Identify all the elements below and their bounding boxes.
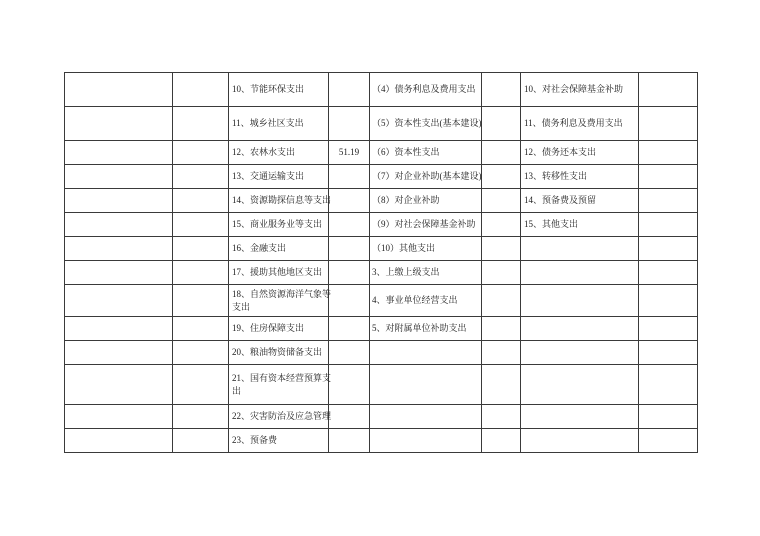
income-amount-cell [173,429,229,453]
gov-economic-item-cell [521,429,639,453]
dept-economic-amount-cell [482,213,521,237]
gov-economic-amount-cell [639,317,698,341]
table-row [65,213,698,237]
function-amount-cell [329,365,370,405]
function-amount-cell [329,189,370,213]
function-amount-cell [329,341,370,365]
income-amount-cell [173,213,229,237]
function-item-cell: 13、交通运输支出 [229,165,329,189]
function-item-cell: 12、农林水支出 [229,141,329,165]
income-item-cell [65,189,173,213]
budget-table [64,72,698,453]
gov-economic-item-cell: 15、其他支出 [521,213,639,237]
function-item-cell: 21、国有资本经营预算支 出 [229,365,329,405]
function-item-cell: 17、援助其他地区支出 [229,261,329,285]
dept-economic-amount-cell [482,237,521,261]
income-item-cell [65,317,173,341]
income-amount-cell [173,189,229,213]
gov-economic-item-cell [521,261,639,285]
function-item-cell: 10、节能环保支出 [229,73,329,107]
gov-economic-amount-cell [639,285,698,317]
dept-economic-amount-cell [482,189,521,213]
table-row [65,261,698,285]
dept-economic-item-cell [370,365,482,405]
income-amount-cell [173,165,229,189]
function-amount-cell [329,405,370,429]
table-row [65,405,698,429]
table-row [65,73,698,107]
function-item-cell: 14、资源勘探信息等支出 [229,189,329,213]
gov-economic-amount-cell [639,405,698,429]
gov-economic-item-cell [521,285,639,317]
income-item-cell [65,165,173,189]
income-item-cell [65,261,173,285]
table-row [65,341,698,365]
table-row [65,107,698,141]
gov-economic-amount-cell [639,341,698,365]
gov-economic-amount-cell [639,189,698,213]
table-row [65,365,698,405]
function-item-cell: 16、金融支出 [229,237,329,261]
function-item-cell: 23、预备费 [229,429,329,453]
gov-economic-amount-cell [639,429,698,453]
dept-economic-item-cell: 5、对附属单位补助支出 [370,317,482,341]
gov-economic-amount-cell [639,365,698,405]
function-item-cell: 19、住房保障支出 [229,317,329,341]
dept-economic-item-cell [370,341,482,365]
income-amount-cell [173,73,229,107]
dept-economic-item-cell: （7）对企业补助(基本建设) [370,165,482,189]
dept-economic-amount-cell [482,341,521,365]
dept-economic-amount-cell [482,73,521,107]
dept-economic-amount-cell [482,365,521,405]
function-amount-cell [329,107,370,141]
income-amount-cell [173,261,229,285]
dept-economic-item-cell: （10）其他支出 [370,237,482,261]
income-item-cell [65,141,173,165]
gov-economic-item-cell [521,341,639,365]
function-amount-cell [329,237,370,261]
gov-economic-item-cell: 13、转移性支出 [521,165,639,189]
function-amount-cell [329,261,370,285]
dept-economic-item-cell: （5）资本性支出(基本建设) [370,107,482,141]
dept-economic-amount-cell [482,429,521,453]
income-amount-cell [173,285,229,317]
dept-economic-amount-cell [482,405,521,429]
gov-economic-item-cell [521,237,639,261]
income-item-cell [65,405,173,429]
table-row [65,429,698,453]
dept-economic-item-cell [370,429,482,453]
dept-economic-amount-cell [482,107,521,141]
gov-economic-amount-cell [639,141,698,165]
function-item-cell: 11、城乡社区支出 [229,107,329,141]
gov-economic-item-cell [521,365,639,405]
income-item-cell [65,285,173,317]
dept-economic-amount-cell [482,285,521,317]
dept-economic-amount-cell [482,165,521,189]
dept-economic-amount-cell [482,141,521,165]
gov-economic-amount-cell [639,165,698,189]
income-item-cell [65,429,173,453]
gov-economic-item-cell [521,405,639,429]
gov-economic-amount-cell [639,73,698,107]
gov-economic-amount-cell [639,237,698,261]
dept-economic-item-cell: （6）资本性支出 [370,141,482,165]
function-item-cell: 15、商业服务业等支出 [229,213,329,237]
income-amount-cell [173,405,229,429]
dept-economic-item-cell: （9）对社会保障基金补助 [370,213,482,237]
income-amount-cell [173,365,229,405]
dept-economic-item-cell [370,405,482,429]
table-row [65,285,698,317]
dept-economic-item-cell: （4）债务利息及费用支出 [370,73,482,107]
income-amount-cell [173,237,229,261]
income-amount-cell [173,107,229,141]
income-amount-cell [173,341,229,365]
function-amount-cell [329,165,370,189]
income-item-cell [65,73,173,107]
income-item-cell [65,341,173,365]
income-amount-cell [173,317,229,341]
dept-economic-amount-cell [482,317,521,341]
function-item-cell: 18、自然资源海洋气象等 支出 [229,285,329,317]
function-item-cell: 22、灾害防治及应急管理 [229,405,329,429]
income-amount-cell [173,141,229,165]
function-amount-cell [329,317,370,341]
function-item-cell: 20、粮油物资储备支出 [229,341,329,365]
table-row [65,141,698,165]
dept-economic-item-cell: 4、事业单位经营支出 [370,285,482,317]
function-amount-cell: 51.19 [329,141,370,165]
income-item-cell [65,365,173,405]
gov-economic-item-cell: 11、债务利息及费用支出 [521,107,639,141]
income-item-cell [65,237,173,261]
income-item-cell [65,213,173,237]
gov-economic-amount-cell [639,213,698,237]
gov-economic-amount-cell [639,261,698,285]
gov-economic-item-cell [521,317,639,341]
dept-economic-item-cell: 3、上缴上级支出 [370,261,482,285]
table-row [65,165,698,189]
function-amount-cell [329,213,370,237]
gov-economic-amount-cell [639,107,698,141]
function-amount-cell [329,429,370,453]
gov-economic-item-cell: 10、对社会保障基金补助 [521,73,639,107]
function-amount-cell [329,73,370,107]
function-amount-cell [329,285,370,317]
dept-economic-amount-cell [482,261,521,285]
table-row [65,237,698,261]
table-row [65,317,698,341]
gov-economic-item-cell: 12、债务还本支出 [521,141,639,165]
dept-economic-item-cell: （8）对企业补助 [370,189,482,213]
income-item-cell [65,107,173,141]
table-row [65,189,698,213]
gov-economic-item-cell: 14、预备费及预留 [521,189,639,213]
